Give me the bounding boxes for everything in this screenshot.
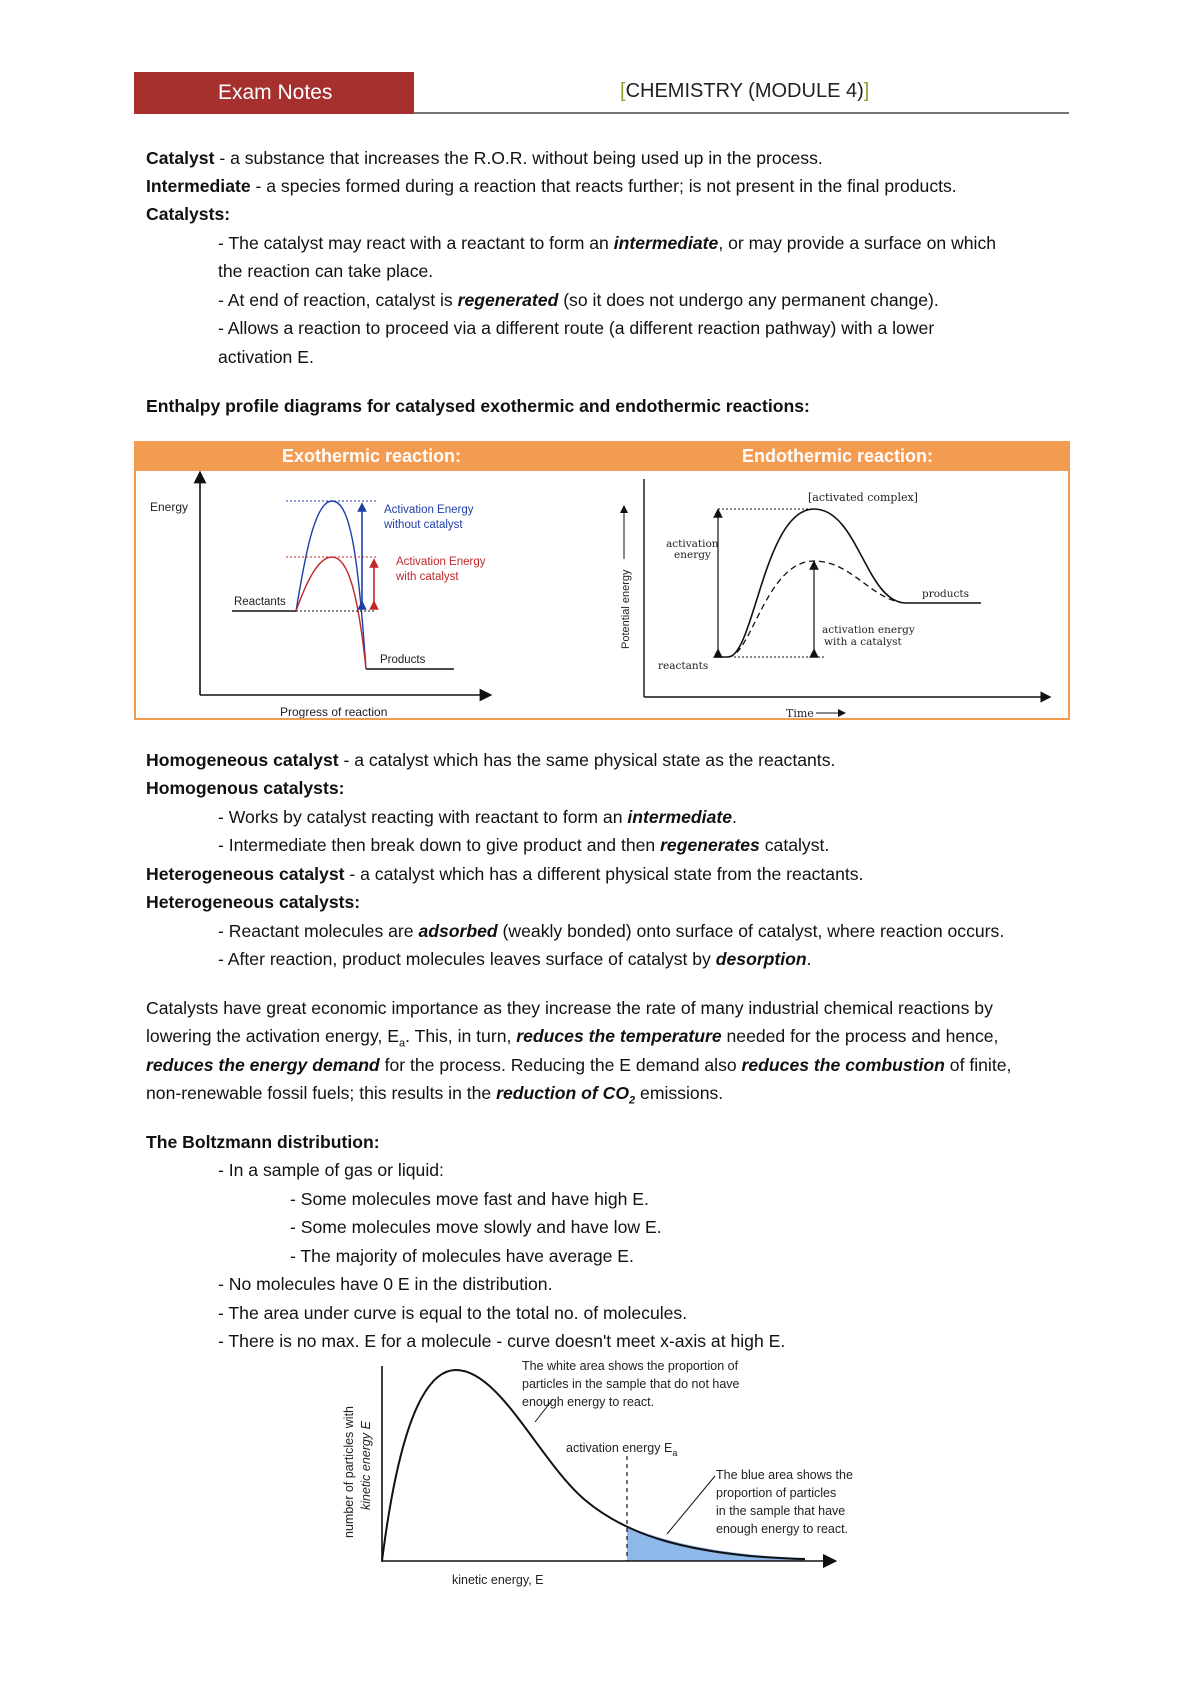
exo-ea-with-2: with catalyst: [396, 571, 459, 583]
blue-area-text-3: in the sample that have: [716, 1504, 846, 1518]
homogeneous-heading: Homogenous catalysts:: [146, 778, 345, 798]
boltzmann-item-3: - Some molecules move slowly and have low E.: [290, 1217, 662, 1237]
boltzmann-item-7: - There is no max. E for a molecule - curve doesn't meet x-axis at high E.: [218, 1331, 786, 1351]
catalysts-heading: Catalysts:: [146, 204, 231, 224]
endo-reactants-label: reactants: [658, 660, 709, 672]
endo-potential-energy-label: Potential energy: [620, 569, 632, 649]
white-area-text-3: enough energy to react.: [522, 1395, 655, 1409]
header-label: Exam Notes: [218, 81, 333, 104]
boltzmann-item-4: - The majority of molecules have average E.: [290, 1246, 634, 1266]
catalyst-point-3-cont: activation E.: [218, 347, 314, 367]
intermediate-definition: Intermediate - a species formed during a reaction that reacts further; is not present in the final products.: [146, 176, 957, 196]
catalyst-point-1-cont: the reaction can take place.: [218, 261, 434, 281]
endo-cat-2: with a catalyst: [824, 636, 902, 648]
boltzmann-ylabel-2: kinetic energy E: [359, 1421, 373, 1510]
enthalpy-diagrams-figure: [134, 441, 1070, 720]
exo-ea-without-2: without catalyst: [384, 519, 463, 531]
enthalpy-heading: Enthalpy profile diagrams for catalysed exothermic and endothermic reactions:: [146, 396, 810, 416]
catalyst-point-2: - At end of reaction, catalyst is regenerated (so it does not undergo any permanent change).: [218, 290, 939, 310]
header-label-box: [134, 72, 414, 114]
endo-cat-1: activation energy: [822, 624, 915, 636]
boltzmann-ylabel-1: number of particles with: [342, 1405, 356, 1538]
boltzmann-item-1: - In a sample of gas or liquid:: [218, 1160, 444, 1180]
bracket-open: [: [620, 80, 626, 102]
exo-ea-with-1: Activation Energy: [396, 556, 486, 568]
header-title: [620, 80, 869, 103]
header-title-text: CHEMISTRY (MODULE 4): [625, 80, 864, 102]
catalyst-definition: Catalyst - a substance that increases the R.O.R. without being used up in the process.: [146, 148, 823, 168]
ea-label: activation energy $E_a$: [566, 1441, 678, 1458]
heterogeneous-definition: Heterogeneous catalyst - a catalyst which has a different physical state from the reactants.: [146, 864, 864, 884]
economic-line-1: Catalysts have great economic importance as they increase the rate of many industrial chemical reactions by: [146, 998, 993, 1018]
exo-progress-label: Progress of reaction: [280, 705, 388, 718]
blue-area-text-1: The blue area shows the: [716, 1468, 853, 1482]
exo-catalysed-curve: [296, 557, 366, 669]
homogeneous-definition: Homogeneous catalyst - a catalyst which has the same physical state as the reactants.: [146, 750, 836, 770]
blue-area-text-4: enough energy to react.: [716, 1522, 849, 1536]
blue-area-pointer: [667, 1476, 715, 1534]
endothermic-title: Endothermic reaction:: [742, 446, 934, 466]
boltzmann-figure: [330, 1352, 890, 1592]
boltzmann-item-2: - Some molecules move fast and have high E.: [290, 1189, 649, 1209]
boltzmann-xlabel: kinetic energy, E: [452, 1573, 544, 1587]
catalyst-point-1: - The catalyst may react with a reactant to form an intermediate, or may provide a surface on which: [218, 233, 997, 253]
boltzmann-item-6: - The area under curve is equal to the total no. of molecules.: [218, 1303, 688, 1323]
endo-products-label: products: [922, 588, 970, 600]
white-area-text-2: particles in the sample that do not have: [522, 1377, 740, 1391]
homogeneous-point-1: - Works by catalyst reacting with reactant to form an intermediate.: [218, 807, 737, 827]
endo-time-label: Time: [786, 707, 814, 718]
homogeneous-point-2: - Intermediate then break down to give product and then regenerates catalyst.: [218, 835, 830, 855]
heterogeneous-heading: Heterogeneous catalysts:: [146, 892, 361, 912]
heterogeneous-point-1: - Reactant molecules are adsorbed (weakly bonded) onto surface of catalyst, where reaction occurs.: [218, 921, 1005, 941]
bracket-close: ]: [863, 80, 870, 102]
boltzmann-item-5: - No molecules have 0 E in the distribution.: [218, 1274, 553, 1294]
economic-line-3: reduces the energy demand for the process. Reducing the E demand also reduces the combustion of finite,: [146, 1055, 1012, 1075]
exo-energy-label: Energy: [150, 500, 189, 514]
catalyst-point-3: - Allows a reaction to proceed via a different route (a different reaction pathway) with a lower: [218, 318, 935, 338]
exo-products-label: Products: [380, 654, 426, 666]
boltzmann-svg: [330, 1352, 890, 1592]
endo-activation-2: energy: [674, 549, 711, 561]
exo-reactants-label: Reactants: [234, 596, 286, 608]
boltzmann-heading: The Boltzmann distribution:: [146, 1132, 380, 1152]
exothermic-title: Exothermic reaction:: [282, 446, 462, 466]
header-rule: [414, 112, 1069, 114]
endo-activated-complex: [activated complex]: [808, 491, 918, 504]
endo-activation-1: activation: [666, 538, 719, 550]
enthalpy-diagrams-svg: [136, 443, 1068, 718]
exo-ea-without-1: Activation Energy: [384, 504, 474, 516]
economic-line-2: lowering the activation energy, $E_a$. This, in turn, reduces the temperature needed for the process and hence,: [146, 1026, 999, 1050]
blue-area-text-2: proportion of particles: [716, 1486, 837, 1500]
economic-line-4: non-renewable fossil fuels; this results in the reduction of $CO_2$ emissions.: [146, 1083, 724, 1107]
heterogeneous-point-2: - After reaction, product molecules leaves surface of catalyst by desorption.: [218, 949, 812, 969]
white-area-text-1: The white area shows the proportion of: [522, 1359, 739, 1373]
